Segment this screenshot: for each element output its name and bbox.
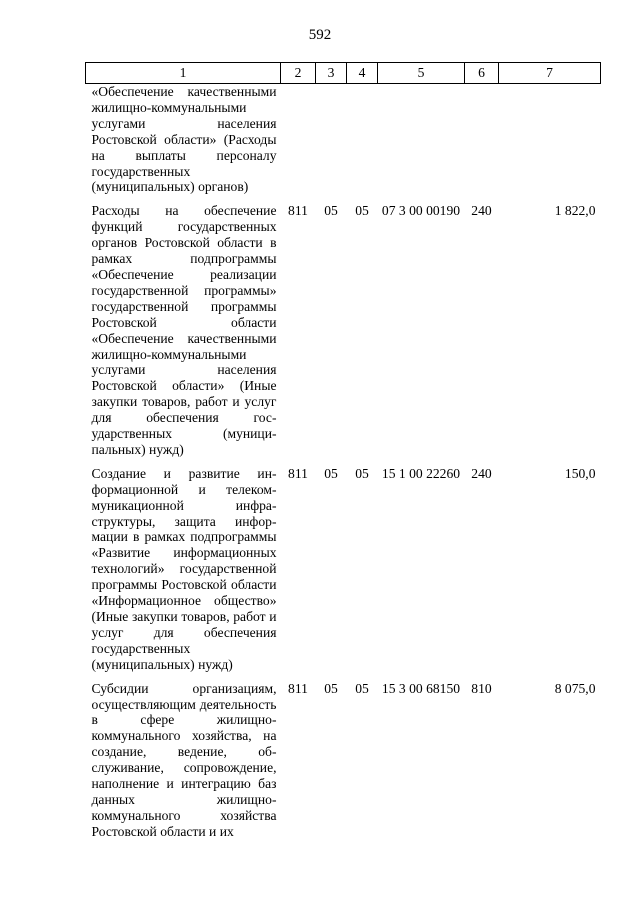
row-section-code bbox=[316, 84, 347, 196]
row-description: Расходы на обеспечение функций государственных органов Ростовской области в рамках подпрограммы «Обеспечение реализации государственной программы» государственной программы Ростовской области «Обеспечение качественными жилищно-коммунальными услугами населения Ростовской области» (Иные закупки товаров, работ и услуг для обеспечения государственных (муниципальных) нужд) bbox=[91, 203, 277, 457]
row-expense-type: 810 bbox=[471, 680, 492, 696]
column-header-3: 3 bbox=[316, 63, 347, 84]
row-subsection-code: 05 bbox=[355, 465, 369, 481]
header-row bbox=[86, 63, 601, 84]
row-section-code: 05 bbox=[324, 203, 338, 219]
column-header-7: 7 bbox=[499, 63, 601, 84]
row-expense-type: 240 bbox=[471, 203, 492, 219]
row-amount bbox=[499, 84, 601, 196]
table-row bbox=[86, 673, 601, 840]
row-description: Создание и развитие информационной и телекоммуникационной инфраструктуры, защита информации в рамках подпрограммы «Развитие информационных технологий» государственной программы Ростовской области «Информационное общество» (Иные закупки товаров, работ и услуг для обеспечения государственных (муниципальных) нужд) bbox=[91, 465, 277, 672]
table-row bbox=[86, 84, 601, 196]
row-target-code: 15 1 00 22260 bbox=[381, 465, 461, 481]
row-ministry-code: 811 bbox=[288, 203, 308, 219]
budget-table bbox=[85, 62, 601, 840]
row-section-code: 05 bbox=[324, 680, 338, 696]
row-ministry-code: 811 bbox=[288, 680, 308, 696]
row-amount: 150,0 bbox=[564, 465, 596, 481]
row-subsection-code bbox=[347, 84, 378, 196]
row-target-code: 07 3 00 00190 bbox=[381, 203, 461, 219]
row-amount: 8 075,0 bbox=[554, 680, 596, 696]
row-description: Субсидии организациям, осуществляющим деятельность в сфере жилищно-коммунального хозяйства, на создание, ведение, обслуживание, сопровождение, наполнение и интеграцию баз данных жилищно-коммунального хозяйства Ростовской области и их bbox=[91, 680, 277, 839]
column-header-5: 5 bbox=[378, 63, 465, 84]
row-section-code: 05 bbox=[324, 465, 338, 481]
column-header-1: 1 bbox=[86, 63, 281, 84]
row-expense-type bbox=[465, 84, 499, 196]
column-header-2: 2 bbox=[281, 63, 316, 84]
table-row bbox=[86, 458, 601, 673]
column-header-6: 6 bbox=[465, 63, 499, 84]
row-target-code bbox=[378, 84, 465, 196]
column-header-4: 4 bbox=[347, 63, 378, 84]
row-subsection-code: 05 bbox=[355, 203, 369, 219]
row-description: «Обеспечение качественными жилищно-коммунальными услугами населения Ростовской области» (Расходы на выплаты персоналу государственных (муниципальных) органов) bbox=[91, 84, 277, 195]
row-ministry-code: 811 bbox=[288, 465, 308, 481]
row-subsection-code: 05 bbox=[355, 680, 369, 696]
row-amount: 1 822,0 bbox=[554, 203, 596, 219]
page-number: 592 bbox=[308, 27, 332, 43]
row-ministry-code bbox=[281, 84, 316, 196]
table-row bbox=[86, 195, 601, 458]
row-expense-type: 240 bbox=[471, 465, 492, 481]
row-target-code: 15 3 00 68150 bbox=[381, 680, 461, 696]
